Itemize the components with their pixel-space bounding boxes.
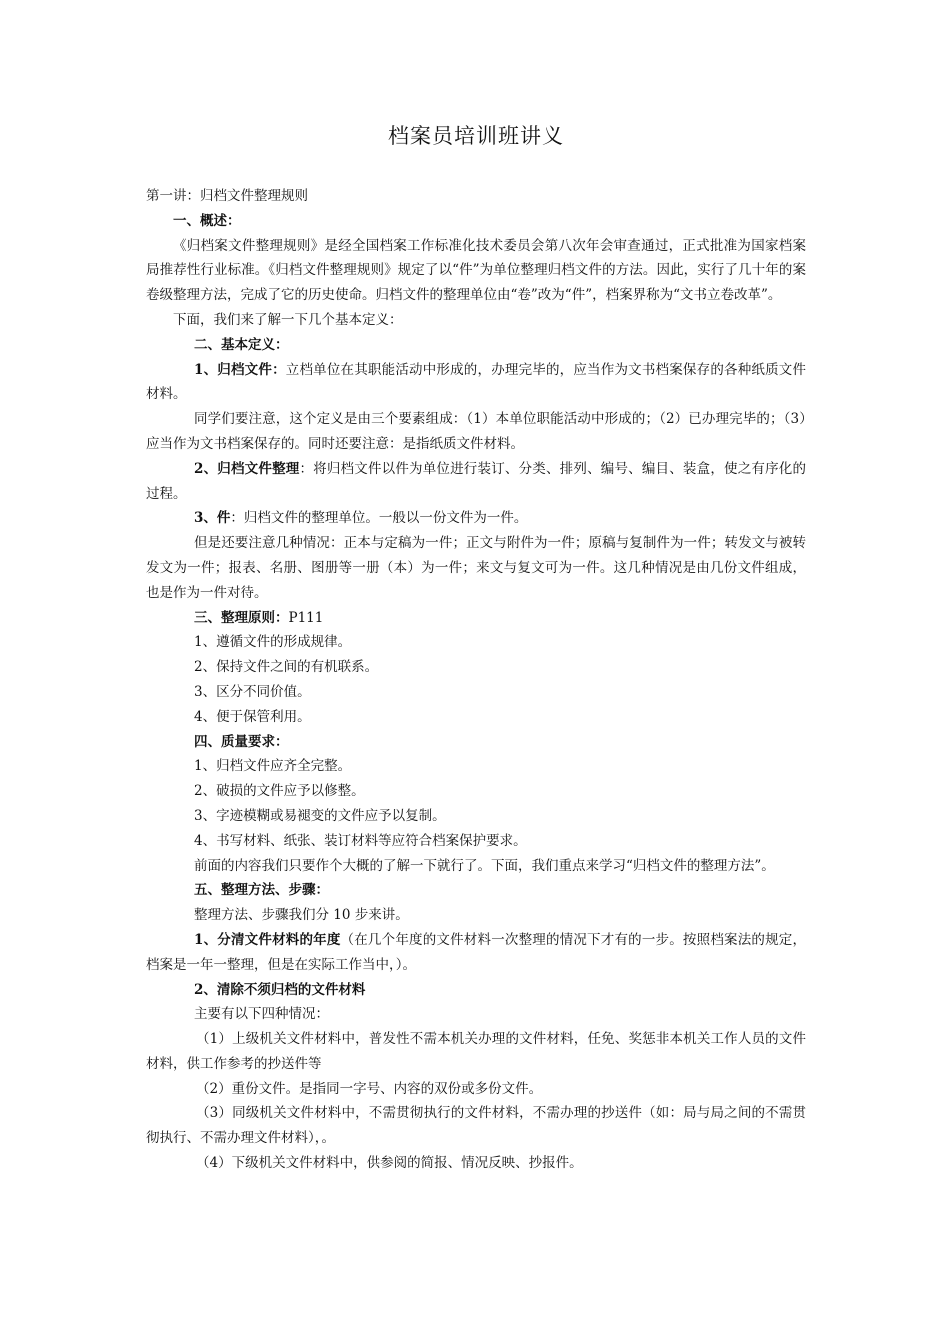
principle-item: 3、区分不同价值。 — [194, 683, 311, 700]
section-4-transition: 前面的内容我们只要作个大概的了解一下就行了。下面，我们重点来学习“归档文件的整理方法”。 — [194, 857, 775, 874]
step-2-heading: 2、清除不须归档的文件材料 — [194, 981, 366, 998]
case-item: （1）上级机关文件材料中，普发性不需本机关办理的文件材料，任免、奖惩非本机关工作人员的文件材料，供工作参考的抄送件等 — [146, 1031, 806, 1072]
section-1-paragraph: 《归档案文件整理规则》是经全国档案工作标准化技术委员会第八次年会审查通过，正式批准为国家档案局推荐性行业标准。《归档文件整理规则》规定了以“件”为单位整理归档文件的方法。因此，实行了几十年的案卷级整理方法，完成了它的历史使命。归档文件的整理单位由“卷”改为“件”，档案界称为“文书立卷改革”。 — [146, 237, 806, 304]
case-item: （4）下级机关文件材料中，供参阅的简报、情况反映、抄报件。 — [196, 1155, 583, 1172]
section-1-heading: 一、概述： — [173, 212, 241, 229]
definition-3-term: 3、件 — [194, 510, 231, 527]
quality-item: 3、字迹模糊或易褪变的文件应予以复制。 — [194, 807, 446, 824]
principle-item: 4、便于保管利用。 — [194, 708, 311, 725]
principle-item: 2、保持文件之间的有机联系。 — [194, 659, 379, 676]
definition-1-note: 同学们要注意，这个定义是由三个要素组成：（1）本单位职能活动中形成的；（2）已办理完毕的；（3）应当作为文书档案保存的。同时还要注意：是指纸质文件材料。 — [146, 411, 806, 452]
quality-item: 1、归档文件应齐全完整。 — [194, 758, 352, 775]
quality-item: 2、破损的文件应予以修整。 — [194, 783, 365, 800]
definition-3-note: 但是还要注意几种情况：正本与定稿为一件；正文与附件为一件；原稿与复制件为一件；转发文与被转发文为一件；报表、名册、图册等一册（本）为一件；来文与复文可为一件。这几种情况是由几份文件组成，也是作为一件对待。 — [146, 535, 806, 601]
definition-1-term: 1、归档文件： — [194, 361, 286, 378]
definition-1 — [146, 358, 806, 408]
section-3-heading — [146, 606, 806, 631]
document-title: 档案员培训班讲义 — [388, 124, 564, 148]
principle-item: 1、遵循文件的形成规律。 — [194, 634, 352, 651]
case-item: （3）同级机关文件材料中，不需贯彻执行的文件材料，不需办理的抄送件（如：局与局之间的不需贯彻执行、不需办理文件材料），。 — [146, 1105, 806, 1147]
quality-item: 4、书写材料、纸张、装订材料等应符合档案保护要求。 — [194, 832, 527, 849]
step-1 — [146, 928, 806, 978]
section-4-heading: 四、质量要求： — [194, 733, 289, 750]
section-1-transition: 下面，我们来了解一下几个基本定义： — [173, 311, 403, 328]
section-2-heading: 二、基本定义： — [194, 336, 289, 353]
lecture-heading: 第一讲：归档文件整理规则 — [146, 188, 308, 204]
definition-3-text: ：归档文件的整理单位。一般以一份文件为一件。 — [230, 510, 528, 527]
case-item: （2）重份文件。是指同一字号、内容的双份或多份文件。 — [196, 1080, 543, 1097]
definition-2-term: 2、归档文件整理 — [194, 460, 300, 477]
section-5-heading: 五、整理方法、步骤： — [194, 882, 329, 899]
definition-2 — [146, 457, 806, 507]
document-body — [146, 118, 806, 1176]
step-1-text: （在几个年度的文件材料一次整理的情况下才有的一步。按照档案法的规定，档案是一年一整理，但是在实际工作当中，）。 — [146, 931, 806, 973]
section-3-title: 三、整理原则： — [194, 609, 289, 626]
section-3-ref: P111 — [288, 609, 324, 626]
definition-1-text: 立档单位在其职能活动中形成的，办理完毕的，应当作为文书档案保存的各种纸质文件材料。 — [146, 361, 806, 403]
step-1-term: 1、分清文件材料的年度 — [194, 931, 341, 948]
section-5-intro: 整理方法、步骤我们分 10 步来讲。 — [194, 907, 409, 924]
definition-3 — [146, 506, 806, 531]
step-2-intro: 主要有以下四种情况： — [194, 1006, 329, 1023]
definition-2-text: ：将归档文件以件为单位进行装订、分类、排列、编号、编目、装盒，使之有序化的过程。 — [146, 460, 806, 502]
